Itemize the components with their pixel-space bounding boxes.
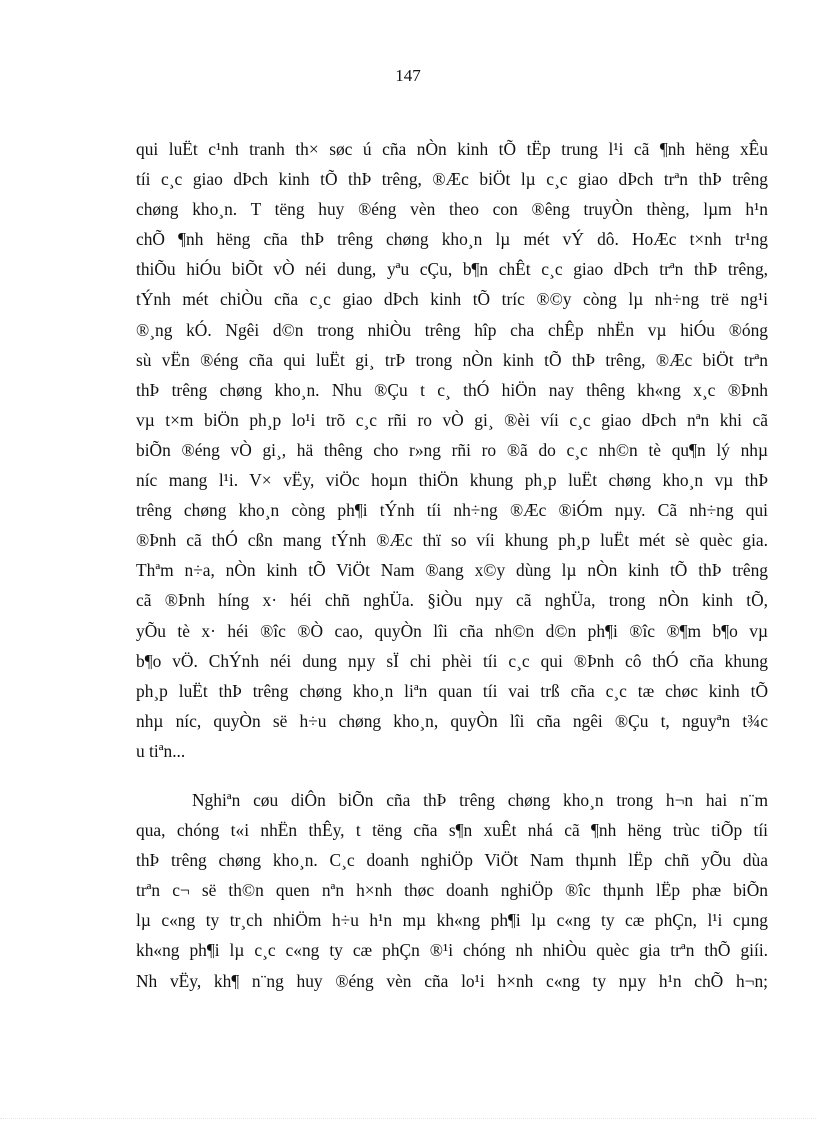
text-line: Thªm n÷a, nÒn kinh tÕ ViÖt Nam ®ang x©y dùng lµ nÒn kinh tÕ thÞ trêng bbox=[136, 560, 768, 581]
text-line: kh«ng ph¶i lµ c¸c c«ng ty cæ phÇn ®¹i chóng nh nhiÒu quèc gia trªn thÕ giíi. bbox=[136, 940, 768, 961]
text-line: u tiªn... bbox=[136, 740, 186, 761]
text-line: chÕ ¶nh hëng cña thÞ trêng chøng kho¸n lµ mét vÝ dô. HoÆc t×nh tr¹ng bbox=[136, 229, 768, 250]
text-line: ®¸ng kÓ. Ngêi d©n trong nhiÒu trêng hîp cha chÊp nhËn vµ hiÓu ®óng bbox=[136, 319, 768, 340]
body-paragraph-1 bbox=[136, 134, 768, 766]
text-line: Nghiªn cøu diÔn biÕn cña thÞ trêng chøng kho¸n trong h¬n hai n¨m bbox=[192, 790, 768, 810]
text-line: nhµ níc, quyÒn së h÷u chøng kho¸n, quyÒn lîi cña ngêi ®Çu t, nguyªn t¾c bbox=[136, 710, 768, 731]
text-line: Nh vËy, kh¶ n¨ng huy ®éng vèn cña lo¹i h×nh c«ng ty nµy h¹n chÕ h¬n; bbox=[136, 970, 768, 991]
text-line: ph¸p luËt thÞ trêng chøng kho¸n liªn quan tíi vai trß cña c¸c tæ chøc kinh tÕ bbox=[136, 680, 768, 701]
text-line: trªn c¬ së th©n quen nªn h×nh thøc doanh nghiÖp ®îc thµnh lËp phæ biÕn bbox=[136, 880, 768, 901]
text-line: yÕu tè x· héi ®îc ®Ò cao, quyÒn lîi cña nh©n d©n ph¶i ®îc ®¶m b¶o vµ bbox=[136, 620, 768, 641]
text-line: qui luËt c¹nh tranh th× søc ú cña nÒn kinh tÕ tËp trung l¹i cã ¶nh hëng xÊu bbox=[136, 139, 768, 159]
text-line: sù vËn ®éng cña qui luËt gi¸ trÞ trong nÒn kinh tÕ thÞ trêng, ®Æc biÖt trªn bbox=[136, 349, 768, 370]
text-line: cã ®Þnh híng x· héi chñ nghÜa. §iÒu nµy cã nghÜa, trong nÒn kinh tÕ, bbox=[136, 590, 768, 611]
text-line: chøng kho¸n. T tëng huy ®éng vèn theo con ®êng truyÒn thèng, lµm h¹n bbox=[136, 199, 768, 220]
page-number: 147 bbox=[395, 66, 421, 85]
text-line: thÞ trêng chøng kho¸n. C¸c doanh nghiÖp ViÖt Nam thµnh lËp chñ yÕu dùa bbox=[136, 850, 768, 871]
text-line: trêng chøng kho¸n còng ph¶i tÝnh tíi nh÷ng ®Æc ®iÓm nµy. Cã nh÷ng qui bbox=[136, 500, 768, 521]
text-line: b¶o vÖ. ChÝnh néi dung nµy sÏ chi phèi tíi c¸c qui ®Þnh cô thÓ cña khung bbox=[136, 650, 768, 671]
text-line: tÝnh mét chiÒu cña c¸c giao dÞch kinh tÕ tríc ®©y còng lµ nh÷ng trë ng¹i bbox=[136, 289, 768, 310]
page-bottom-edge bbox=[0, 1118, 816, 1119]
text-line: biÕn ®éng vÒ gi¸, hä thêng cho r»ng rñi ro ®ã do c¸c nh©n tè qu¶n lý nhµ bbox=[136, 439, 768, 460]
body-paragraph-2 bbox=[136, 785, 768, 996]
text-line: lµ c«ng ty tr¸ch nhiÖm h÷u h¹n mµ kh«ng ph¶i lµ c«ng ty cæ phÇn, l¹i cµng bbox=[136, 910, 768, 931]
text-line: thiÕu hiÓu biÕt vÒ néi dung, yªu cÇu, b¶n chÊt c¸c giao dÞch trªn thÞ trêng, bbox=[136, 259, 768, 280]
text-line: vµ t×m biÖn ph¸p lo¹i trõ c¸c rñi ro vÒ gi¸ ®èi víi c¸c giao dÞch nªn khi cã bbox=[136, 409, 768, 430]
text-line: tíi c¸c giao dÞch kinh tÕ thÞ trêng, ®Æc biÖt lµ c¸c giao dÞch trªn thÞ trêng bbox=[136, 169, 768, 190]
text-line: ®Þnh cã thÓ cßn mang tÝnh ®Æc thï so víi khung ph¸p luËt mét sè quèc gia. bbox=[136, 530, 768, 551]
text-line: níc mang l¹i. V× vËy, viÖc hoµn thiÖn khung ph¸p luËt chøng kho¸n vµ thÞ bbox=[136, 470, 768, 491]
text-line: qua, chóng t«i nhËn thÊy, t tëng cña s¶n xuÊt nhá cã ¶nh hëng trùc tiÕp tíi bbox=[136, 820, 768, 841]
text-line: thÞ trêng chøng kho¸n. Nhu ®Çu t c¸ thÓ hiÖn nay thêng kh«ng x¸c ®Þnh bbox=[136, 379, 768, 400]
